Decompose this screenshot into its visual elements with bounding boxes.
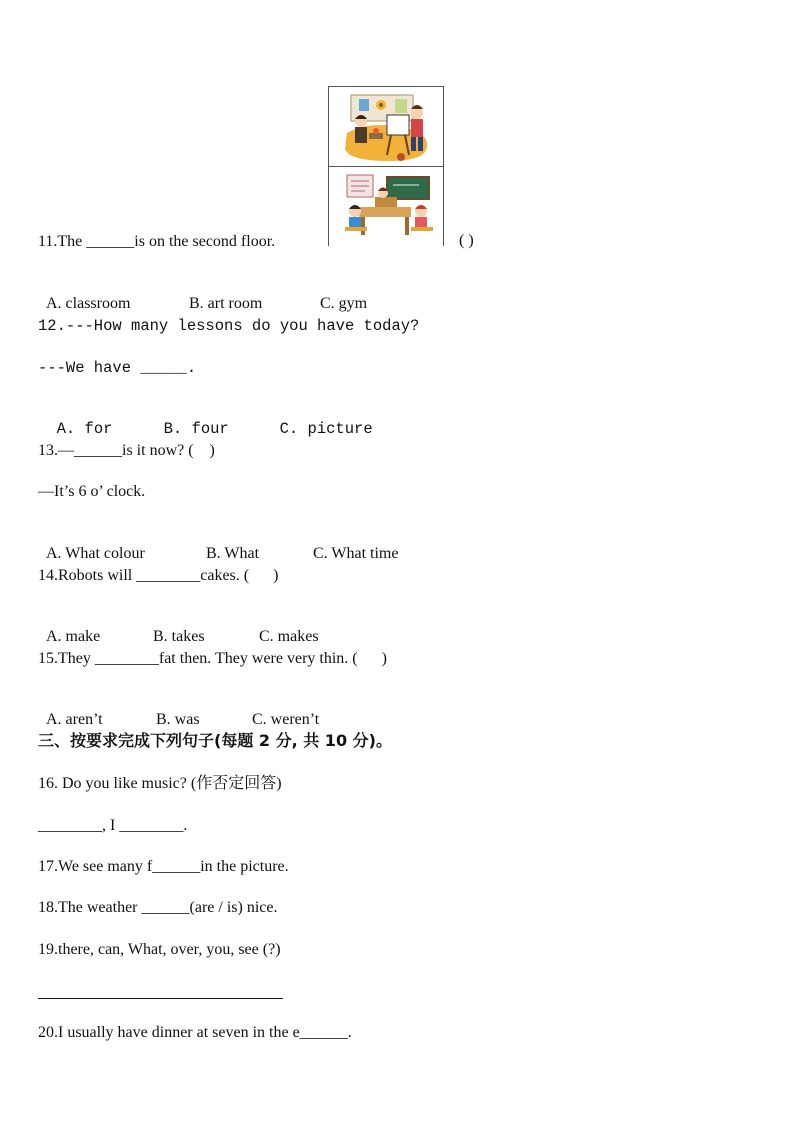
q17-question: 17.We see many f______in the picture. xyxy=(38,858,289,875)
q15-option-b: B. was xyxy=(156,711,200,728)
q15-options xyxy=(38,690,319,730)
q15-option-a: A. aren’t xyxy=(46,711,103,728)
q13-option-a: A. What colour xyxy=(46,545,145,562)
q16-question: 16. Do you like music? (作否定回答) xyxy=(38,775,282,792)
art-room-picture xyxy=(329,87,443,167)
q11-option-a: A. classroom xyxy=(46,295,131,312)
q12-answer: ---We have _____. xyxy=(38,359,197,377)
q12-question: 12.---How many lessons do you have today? xyxy=(38,317,420,335)
q20-question: 20.I usually have dinner at seven in the e______. xyxy=(38,1024,352,1041)
q13-option-b: B. What xyxy=(206,545,260,562)
q14-option-a: A. make xyxy=(46,628,101,645)
q14-option-c: C. makes xyxy=(259,628,319,645)
q11-option-c: C. gym xyxy=(320,295,368,312)
q11-question: 11.The ______is on the second floor. xyxy=(38,233,276,250)
q12-option-a: A. for xyxy=(56,420,113,438)
classroom-picture xyxy=(329,167,443,246)
q11-picture-box xyxy=(328,86,444,246)
q11-option-b: B. art room xyxy=(189,295,263,312)
q11-answer-paren: ( ) xyxy=(459,232,474,249)
q11-options xyxy=(38,274,367,314)
q12-options xyxy=(38,399,373,439)
q12-option-c: C. picture xyxy=(279,420,373,438)
q14-question: 14.Robots will ________cakes. ( ) xyxy=(38,567,279,584)
q12-option-b: B. four xyxy=(163,420,229,438)
q16-answer: ________, I ________. xyxy=(38,817,188,834)
q13-option-c: C. What time xyxy=(313,545,399,562)
q19-answer-line[interactable] xyxy=(38,998,283,999)
q14-options xyxy=(38,607,319,647)
q13-options xyxy=(38,524,398,564)
q13-question: 13.—______is it now? ( ) xyxy=(38,442,215,459)
q19-question: 19.there, can, What, over, you, see (?) xyxy=(38,941,281,958)
q13-answer: —It’s 6 o’ clock. xyxy=(38,483,146,500)
section-3-heading: 三、按要求完成下列句子(每题 2 分, 共 10 分)。 xyxy=(38,731,392,750)
q15-question: 15.They ________fat then. They were very thin. ( ) xyxy=(38,650,387,667)
q18-question: 18.The weather ______(are / is) nice. xyxy=(38,899,278,916)
q15-option-c: C. weren’t xyxy=(252,711,320,728)
q14-option-b: B. takes xyxy=(153,628,205,645)
